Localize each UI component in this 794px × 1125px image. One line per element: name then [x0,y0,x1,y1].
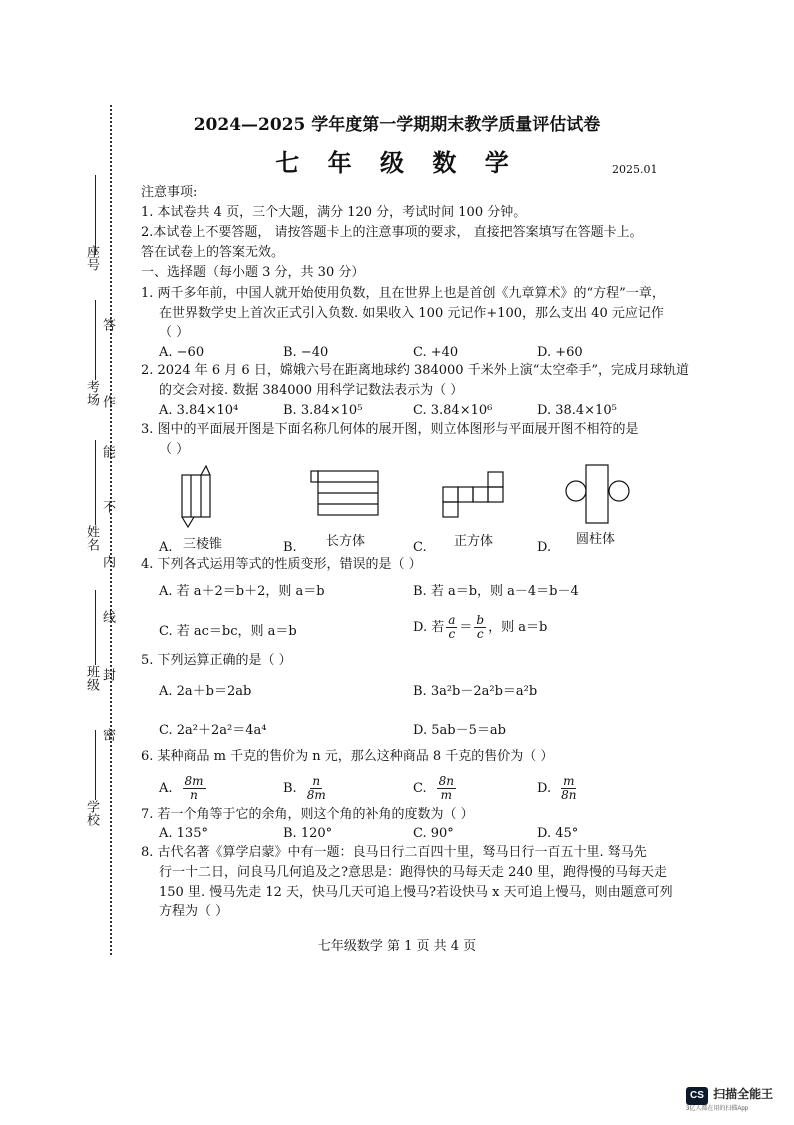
exam-date: 2025.01 [612,163,658,176]
q1-option-c: C. +40 [413,345,459,360]
q5-option-a: A. 2a＋b＝2ab [159,684,252,699]
seal-char-1: 答 [100,318,115,331]
q6-option-b: B. $\frac{n}{8m}$ [283,774,326,802]
q3-option-d: D. [537,540,552,555]
q2-line-2: 的交会对接. 数据 384000 用科学记数法表示为（ ） [159,383,464,398]
q1-option-d: D. +60 [537,345,583,360]
seal-char-4: 不 [100,500,115,513]
notes-line-3: 答在试卷上的答案无效。 [141,245,285,260]
q8-line-2: 行一十二日，问良马几何追及之?意思是：跑得快的马每天走 240 里，跑得慢的马每天走 [159,865,668,880]
q7-option-d: D. 45° [537,826,579,841]
q2-option-b: B. 3.84×10⁵ [283,403,363,418]
q4-option-a: A. 若 a＋2＝b＋2，则 a＝b [159,584,325,599]
q4-option-c: C. 若 ac＝bc，则 a＝b [159,624,297,639]
q7-option-a: A. 135° [159,826,208,841]
net-figure-a [176,465,216,530]
q7-stem: 7. 若一个角等于它的余角，则这个角的补角的度数为（ ） [141,807,474,822]
q4-fraction-b-over-c: $\frac{b}{c}$ [476,613,485,641]
class-label: 班级 [84,665,99,691]
q5-stem: 5. 下列运算正确的是（ ） [141,653,292,668]
q8-line-4: 方程为（ ） [159,904,229,919]
name-field[interactable] [95,440,96,525]
seal-char-7: 封 [100,668,115,681]
q4-option-b: B. 若 a＝b，则 a－4＝b－4 [413,584,579,599]
q4-option-d-prefix: D. 若 [413,619,445,635]
q7-option-c: C. 90° [413,826,454,841]
seal-char-2: 作 [100,395,115,408]
q3-option-c-name: 正方体 [454,534,494,549]
q2-option-c: C. 3.84×10⁶ [413,403,493,418]
q2-option-a: A. 3.84×10⁴ [159,403,239,418]
room-label: 考场 [84,380,99,406]
net-figure-c [440,468,510,520]
binding-dotted-line [110,105,112,955]
net-figure-d [564,463,632,525]
q1-option-b: B. −40 [283,345,329,360]
camscanner-logo-icon: CS [686,1087,708,1105]
notes-line-2: 2.本试卷上不要答题， 请按答题卡上的注意事项的要求， 直接把答案填写在答题卡上。 [141,225,643,240]
q4-option-d-eq: ＝ [459,619,473,635]
q1-answer-paren: （ ） [159,325,190,340]
q1-line-2: 在世界数学史上首次正式引入负数. 如果收入 100 元记作+100，那么支出 40 元应记作 [159,306,664,321]
q6-option-d: D. $\frac{m}{8n}$ [537,774,577,802]
q3-option-b-name: 长方体 [326,534,366,549]
q2-line-1: 2. 2024 年 6 月 6 日，嫦娥六号在距离地球约 384000 千米外上演“太空牵手”，完成月球轨道 [141,363,690,378]
q1-option-a: A. −60 [159,345,205,360]
q4-stem: 4. 下列各式运用等式的性质变形，错误的是（ ） [141,557,422,572]
seal-char-6: 线 [100,610,115,623]
q6-option-a: A. $\frac{8m}{n}$ [159,774,204,802]
watermark-app-name: 扫描全能王 [713,1087,774,1101]
page-footer: 七年级数学 第 1 页 共 4 页 [317,939,477,954]
room-field[interactable] [95,300,96,380]
class-field[interactable] [95,590,96,665]
seat-field[interactable] [95,175,96,255]
subject-title: 七 年 级 数 学 [275,148,519,177]
seal-char-8: 密 [100,728,115,741]
school-field[interactable] [95,730,96,800]
q3-option-b: B. [283,540,297,555]
exam-title: 2024—2025 学年度第一学期期末教学质量评估试卷 [193,115,601,135]
q3-option-d-name: 圆柱体 [576,532,616,547]
q5-option-c: C. 2a²＋2a²＝4a⁴ [159,723,267,738]
q3-answer-paren: （ ） [159,442,190,457]
q4-option-d-suffix: ，则 a＝b [488,619,548,635]
q3-option-a-name: 三棱锥 [183,537,223,552]
q6-option-c: C. $\frac{8n}{m}$ [413,774,454,802]
notes-heading: 注意事项: [141,185,198,200]
section-1-heading: 一、选择题（每小题 3 分，共 30 分） [141,265,365,280]
q3-option-a: A. [159,540,173,555]
q6-stem: 6. 某种商品 m 千克的售价为 n 元，那么这种商品 8 千克的售价为（ ） [141,749,554,764]
q2-option-d: D. 38.4×10⁵ [537,403,617,418]
seal-char-3: 能 [100,445,115,458]
q4-option-d [413,614,547,641]
q7-option-b: B. 120° [283,826,333,841]
q3-line-1: 3. 图中的平面展开图是下面名称几何体的展开图，则立体图形与平面展开图不相符的是 [141,422,639,437]
q1-line-1: 1. 两千多年前，中国人就开始使用负数，且在世界上也是首创《九章算术》的“方程”一章， [141,286,665,301]
q3-option-c: C. [413,540,427,555]
watermark-tagline: 3亿人都在用的扫描App [686,1106,749,1112]
q5-option-b: B. 3a²b－2a²b＝a²b [413,684,538,699]
net-figure-b [308,468,380,518]
q8-line-3: 150 里. 慢马先走 12 天，快马几天可追上慢马?若设快马 x 天可追上慢马，则由题意可列 [159,885,673,900]
school-label: 学校 [84,800,99,826]
seal-char-5: 内 [100,555,115,568]
q4-fraction-a-over-c: $\frac{a}{c}$ [448,613,456,641]
name-label: 姓名 [84,525,99,551]
seat-label: 座号 [84,245,99,271]
q8-line-1: 8. 古代名著《算学启蒙》中有一题：良马日行二百四十里，驽马日行一百五十里. 驽马先 [141,845,647,860]
notes-line-1: 1. 本试卷共 4 页，三个大题，满分 120 分，考试时间 100 分钟。 [141,205,527,220]
scanner-watermark [686,1083,774,1112]
q5-option-d: D. 5ab－5＝ab [413,723,506,738]
